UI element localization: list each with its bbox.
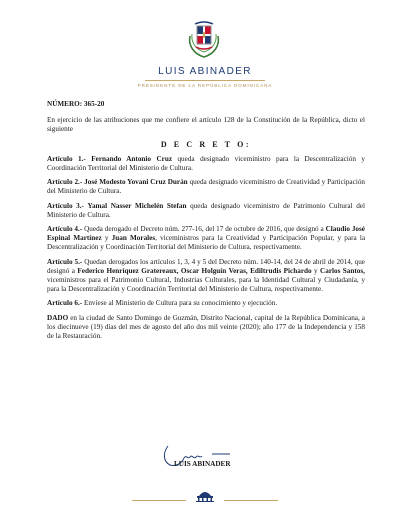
letterhead-name: LUIS ABINADER [158,66,252,77]
closing-keyword: DADO [47,313,69,322]
article-text: queda designado viceministro para la Descentralización y Coordinación Territorial del Ministerio de Cultura. [47,154,365,173]
appointee-name: Carlos Santos, [320,266,365,275]
article-text: queda designado viceministro de Patrimonio Cultural del Ministerio de Cultura. [47,201,365,219]
decree-number: NÚMERO: 365-20 [47,100,105,108]
article-1 [47,155,365,173]
article-4 [47,225,365,253]
article-label: Artículo 4.- [47,225,83,234]
article-text: viceministros para el Patrimonio Cultural, Industrias Culturales, para la Identidad Cultural y Ciudadanía, y para la Descentralización y Coordinación Territorial del Ministerio de Cultura, respectivamente. [47,276,365,294]
article-6 [47,299,365,308]
article-label: Artículo 5.- [47,257,83,266]
letterhead-subtitle: PRESIDENTE DE LA REPÚBLICA DOMINICANA [137,83,273,88]
article-label: Artículo 1.- [47,154,86,163]
decree-body [47,100,365,346]
appointee-name: Fernando Antonio Cruz [91,154,173,163]
article-text: , viceministros para la Creatividad y Participación Popular, y para la Descentralización y Coordinación Territorial del Ministerio de Cultura, respectivamente. [47,234,366,252]
article-text: Quedan derogados los artículos 1, 3, 4 y 5 del Decreto núm. 140-14, del 24 de abril de 2014, que designó a [47,257,365,275]
closing-text: en la ciudad de Santo Domingo de Guzmán, Distrito Nacional, capital de la República Dominicana, a los diecinueve (19) días del mes de agosto del año dos mil veinte (2020); año 177 de la Independencia y 158 de la Restauración. [47,313,365,341]
footer-rule-right [224,500,278,501]
article-text: y [311,266,321,275]
preamble: En ejercicio de las atribuciones que me confiere el artículo 128 de la Constitución de la República, dicto el siguiente [47,116,365,134]
appointee-name: Yamal Nasser Michelén Stefan [87,201,187,210]
palace-icon [193,488,217,502]
decree-title: D E C R E T O: [160,139,252,149]
appointee-names: Federico Henríquez Gratereaux, Oscar Holguín Veras, Ediltrudis Pichardo [77,266,312,275]
article-label: Artículo 2.- [47,178,83,187]
signer-name: LUIS ABINADER [174,460,231,468]
article-5 [47,258,365,295]
appointee-name: José Modesto Yovani Cruz Durán [84,178,188,187]
article-label: Artículo 6.- [47,299,83,308]
footer-rule-left [132,500,186,501]
article-text: Envíese al Ministerio de Cultura para su conocimiento y ejecución. [82,299,278,308]
article-text: queda designado viceministro de Creatividad y Participación del Ministerio de Cultura. [47,178,366,196]
article-label: Artículo 3.- [47,201,84,210]
article-3 [47,202,365,220]
appointee-name: Juan Morales [111,234,156,243]
article-2 [47,178,365,196]
article-text: y [101,234,112,243]
article-text: Queda derogado el Decreto núm. 277-16, del 17 de octubre de 2016, que designó a [82,225,326,234]
letterhead-divider [145,80,265,81]
closing-paragraph [47,314,365,342]
coat-of-arms-icon [186,20,222,60]
appointee-name: Claudio José Espinal Martínez [47,225,365,243]
